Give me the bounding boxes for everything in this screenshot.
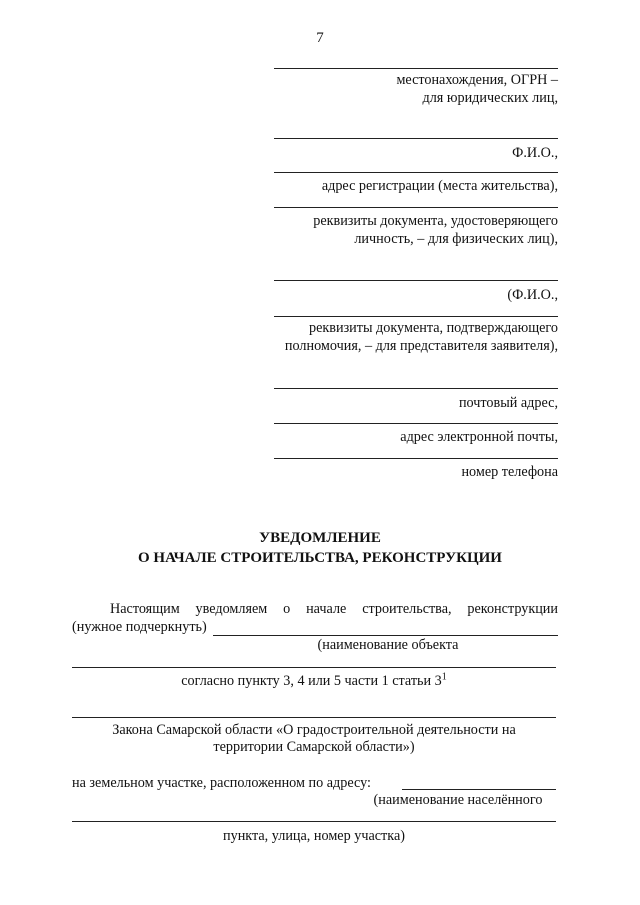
blank-line[interactable] bbox=[72, 821, 556, 822]
field-caption-fio: Ф.И.О., bbox=[512, 145, 558, 161]
document-subtitle: О НАЧАЛЕ СТРОИТЕЛЬСТВА, РЕКОНСТРУКЦИИ bbox=[138, 550, 502, 566]
intro-line: Настоящим уведомляем о начале строительства, реконструкции bbox=[110, 601, 558, 617]
settlement-hint: (наименование населённого bbox=[373, 792, 543, 808]
address-hint: пункта, улица, номер участка) bbox=[223, 828, 405, 844]
blank-line[interactable] bbox=[274, 458, 558, 459]
blank-line[interactable] bbox=[72, 717, 556, 718]
law-reference-line2: территории Самарской области») bbox=[213, 739, 415, 755]
blank-line[interactable] bbox=[274, 316, 558, 317]
intro-paragraph bbox=[72, 601, 558, 636]
legal-basis-label: согласно пункту 3, 4 или 5 части 1 статьи 3 bbox=[181, 673, 442, 689]
blank-line[interactable] bbox=[274, 68, 558, 69]
field-caption-identity-doc: реквизиты документа, удостоверяющего bbox=[313, 213, 558, 229]
field-caption-authority-doc: реквизиты документа, подтверждающего bbox=[309, 320, 558, 336]
field-caption-postal-address: почтовый адрес, bbox=[458, 395, 558, 411]
field-caption-registration-address: адрес регистрации (места жительства), bbox=[321, 178, 558, 194]
address-blank[interactable] bbox=[402, 789, 556, 790]
object-name-hint: (наименование объекта bbox=[317, 637, 459, 653]
object-name-blank[interactable] bbox=[213, 623, 558, 636]
underline-instruction: (нужное подчеркнуть) bbox=[72, 619, 207, 635]
blank-line[interactable] bbox=[274, 280, 558, 281]
land-plot-label: на земельном участке, расположенном по адресу: bbox=[72, 775, 371, 791]
field-caption-phone: номер телефона bbox=[461, 464, 558, 480]
law-reference-line1: Закона Самарской области «О градостроительной деятельности на bbox=[112, 722, 516, 738]
field-caption-representative: полномочия, – для представителя заявителя), bbox=[284, 338, 558, 354]
footnote-mark: 1 bbox=[441, 671, 447, 683]
blank-line[interactable] bbox=[274, 172, 558, 173]
field-caption-location-ogrn: местонахождения, ОГРН – bbox=[396, 72, 558, 88]
blank-line[interactable] bbox=[274, 207, 558, 208]
blank-line[interactable] bbox=[72, 667, 556, 668]
field-caption-individuals: личность, – для физических лиц), bbox=[354, 231, 558, 247]
blank-line[interactable] bbox=[274, 423, 558, 424]
blank-line[interactable] bbox=[274, 388, 558, 389]
field-caption-email: адрес электронной почты, bbox=[400, 429, 558, 445]
blank-line[interactable] bbox=[274, 138, 558, 139]
field-caption-legal-entities: для юридических лиц, bbox=[422, 90, 558, 106]
intro-line-with-blank bbox=[72, 619, 558, 636]
field-caption-representative-fio: (Ф.И.О., bbox=[507, 287, 558, 303]
legal-basis-text bbox=[72, 673, 556, 690]
page-number: 7 bbox=[316, 30, 324, 46]
document-title: УВЕДОМЛЕНИЕ bbox=[259, 530, 381, 546]
